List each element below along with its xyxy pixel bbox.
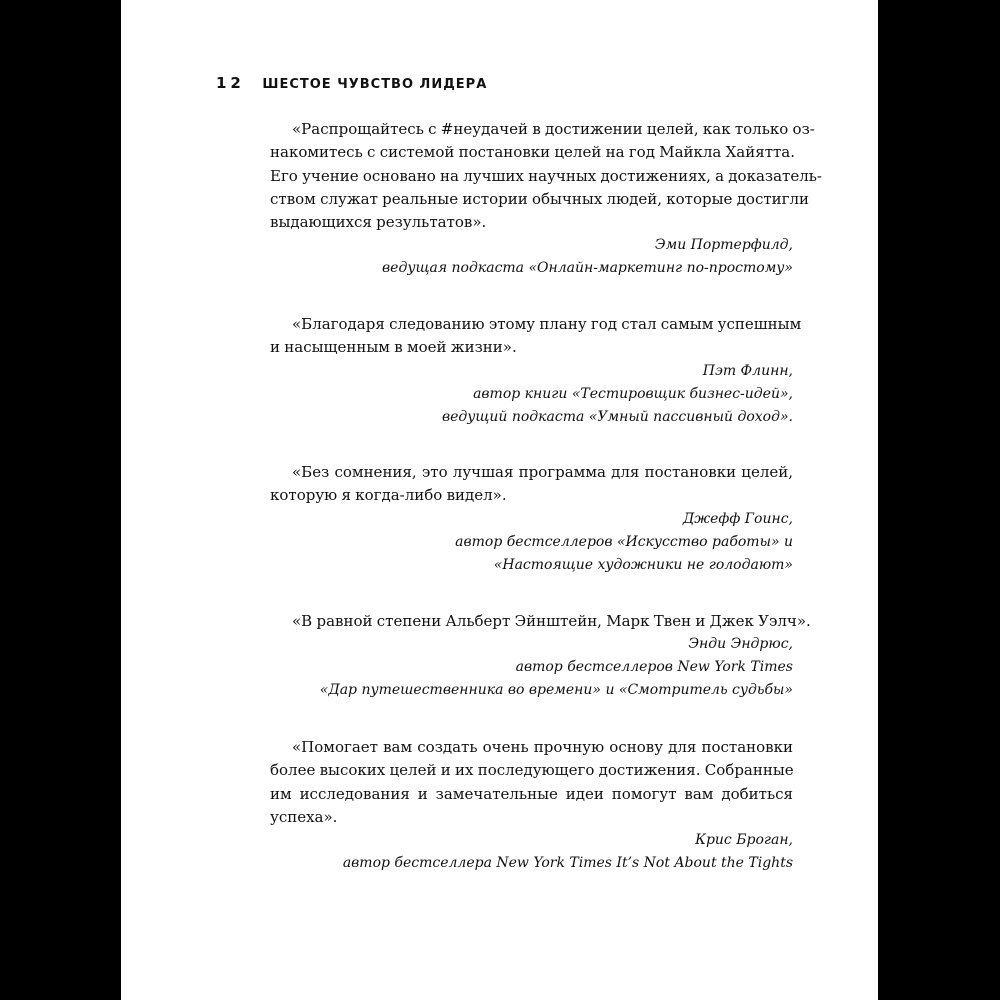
quote-line: которую я когда-либо видел». (270, 486, 507, 505)
attribution-role: «Дар путешественника во времени» и «Смотритель судьбы» (319, 682, 793, 699)
quote-line: «В равной степени Альберт Эйнштейн, Марк Твен и Джек Уэлч». (292, 612, 811, 630)
quote-text (270, 610, 811, 633)
attribution-author: Энди Эндрюс, (688, 636, 793, 653)
quote-line: ством служат реальные истории обычных людей, которые достигли (270, 189, 810, 208)
quote-line: «Распрощайтесь с #неудачей в достижении целей, как только оз- (292, 120, 815, 138)
quote-line: успеха». (270, 807, 338, 826)
attribution-role: ведущий подкаста «Умный пассивный доход». (441, 408, 793, 425)
quote-attribution (270, 829, 793, 875)
endorsement-quote (270, 313, 802, 429)
endorsement-quote (270, 736, 793, 875)
attribution-role: ведущая подкаста «Онлайн-маркетинг по-простому» (382, 260, 793, 277)
quote-line: «Без сомнения, это лучшая программа для постановки целей, (292, 463, 793, 481)
endorsement-quote (270, 610, 811, 702)
book-page (121, 0, 878, 1000)
attribution-role: автор бестселлеров New York Times (515, 659, 793, 676)
attribution-author: Джефф Гоинс, (682, 510, 793, 527)
quote-line: «Благодаря следованию этому плану год стал самым успешным (292, 315, 802, 333)
quote-line: выдающихся результатов». (270, 213, 487, 232)
attribution-role: автор книги «Тестировщик бизнес-идей», (473, 385, 793, 402)
quote-text (270, 461, 793, 508)
quote-attribution (270, 234, 793, 280)
book-title: ШЕСТОЕ ЧУВСТВО ЛИДЕРА (262, 77, 488, 92)
quote-line: и насыщенным в моей жизни». (270, 338, 517, 357)
quote-attribution (270, 633, 793, 702)
attribution-role: «Настоящие художники не голодают» (493, 556, 793, 573)
quote-text (270, 736, 793, 829)
quote-line: Его учение основано на лучших научных достижениях, а доказатель- (270, 166, 822, 185)
quote-attribution (270, 360, 793, 429)
page-number: 12 (216, 74, 245, 92)
quote-line: более высоких целей и их последующего достижения. Собранные (270, 761, 794, 780)
endorsement-quote (270, 118, 822, 280)
quote-line: накомитесь с системой постановки целей на год Майкла Хайятта. (270, 143, 796, 162)
endorsement-quote (270, 461, 793, 577)
quote-line: «Помогает вам создать очень прочную основу для постановки (292, 738, 793, 756)
attribution-author: Эми Портерфилд, (654, 237, 793, 254)
running-head (216, 74, 487, 92)
attribution-role: автор бестселлеров «Искусство работы» и (455, 533, 793, 550)
quote-attribution (270, 508, 793, 577)
attribution-role: автор бестселлера New York Times It’s Not About the Tights (342, 855, 793, 872)
quote-line: им исследования и замечательные идеи помогут вам добиться (270, 784, 793, 803)
quote-text (270, 118, 822, 234)
quote-text (270, 313, 802, 360)
attribution-author: Пэт Флинн, (702, 362, 793, 379)
attribution-author: Крис Броган, (695, 832, 793, 849)
